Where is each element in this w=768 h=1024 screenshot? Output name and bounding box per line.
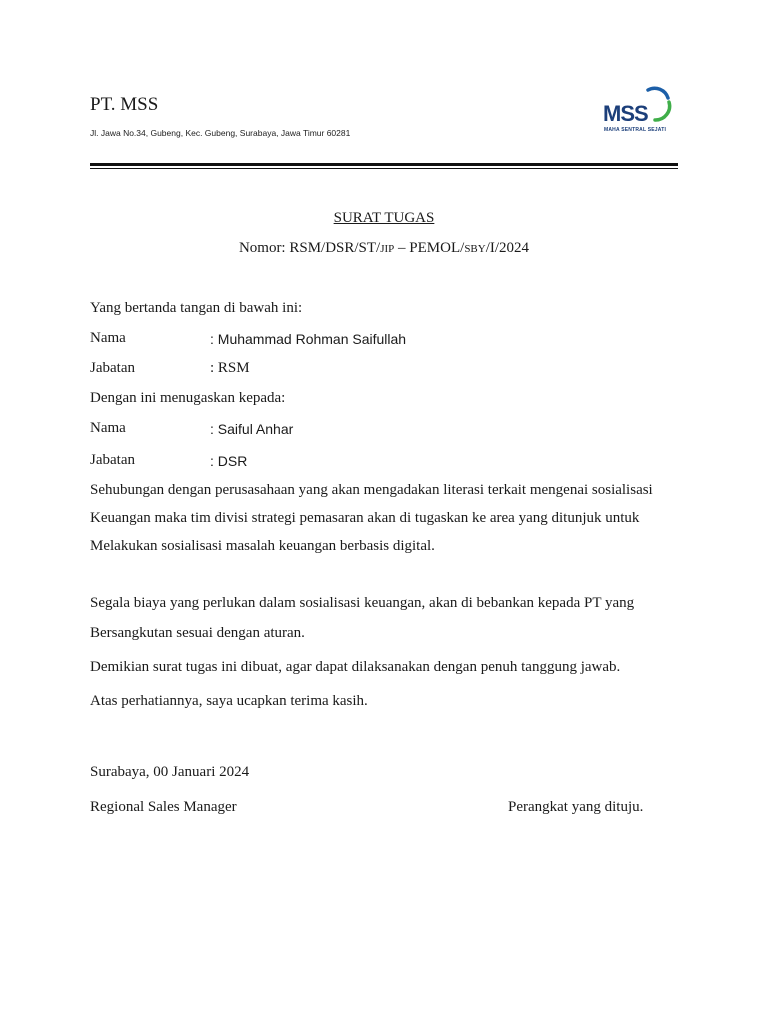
document-number-sby: SBY: [464, 243, 486, 255]
paragraph1-line2: Keuangan maka tim divisi strategi pemasaran akan di tugaskan ke area yang ditunjuk untuk: [90, 510, 640, 526]
document-number-mid: – PEMOL/: [394, 240, 465, 256]
header-rule-thick: [90, 163, 678, 166]
assignee-name-label: Nama: [90, 420, 126, 436]
logo-subtitle: MAHA SENTRAL SEJATI: [604, 127, 667, 133]
closing-text: Atas perhatiannya, saya ucapkan terima kasih.: [90, 693, 368, 709]
assignee-name-value: : Saiful Anhar: [210, 421, 294, 437]
paragraph2-line1: Segala biaya yang perlukan dalam sosialisasi keuangan, akan di bebankan kepada PT yang: [90, 595, 635, 611]
signer-name-label: Nama: [90, 330, 126, 346]
document-number-prefix: Nomor: RSM/DSR/ST/: [238, 240, 381, 256]
header-rule-thin: [90, 168, 678, 169]
logo-text: MSS: [603, 101, 648, 126]
paragraph1-line1: Sehubungan dengan perusasahaan yang akan mengadakan literasi terkait mengenai sosialisasi: [90, 482, 653, 498]
paragraph2-line2: Bersangkutan sesuai dengan aturan.: [90, 625, 305, 641]
signer-position-label: Jabatan: [90, 360, 135, 376]
signature-left-title: Regional Sales Manager: [90, 799, 237, 815]
signer-position-value: : RSM: [210, 360, 250, 376]
signer-name-value: : Muhammad Rohman Saifullah: [210, 331, 407, 347]
document-number-jip: JIP: [380, 243, 395, 255]
place-date: Surabaya, 00 Januari 2024: [90, 764, 250, 780]
document-number-suffix: /I/2024: [485, 240, 530, 256]
signature-right-title: Perangkat yang dituju.: [508, 799, 644, 815]
assignee-position-label: Jabatan: [90, 452, 135, 468]
paragraph3-text: Demikian surat tugas ini dibuat, agar dapat dilaksanakan dengan penuh tanggung jawab.: [90, 659, 621, 675]
document-title: SURAT TUGAS: [333, 210, 435, 226]
company-logo: [600, 80, 680, 140]
company-name: PT. MSS: [90, 94, 159, 115]
intro-text: Yang bertanda tangan di bawah ini:: [90, 300, 303, 316]
paragraph1-line3: Melakukan sosialisasi masalah keuangan berbasis digital.: [90, 538, 435, 554]
document-number: [0, 240, 768, 257]
assign-intro-text: Dengan ini menugaskan kepada:: [90, 390, 286, 406]
company-address: Jl. Jawa No.34, Gubeng, Kec. Gubeng, Surabaya, Jawa Timur 60281: [90, 128, 351, 138]
assignee-position-value: : DSR: [210, 453, 248, 469]
